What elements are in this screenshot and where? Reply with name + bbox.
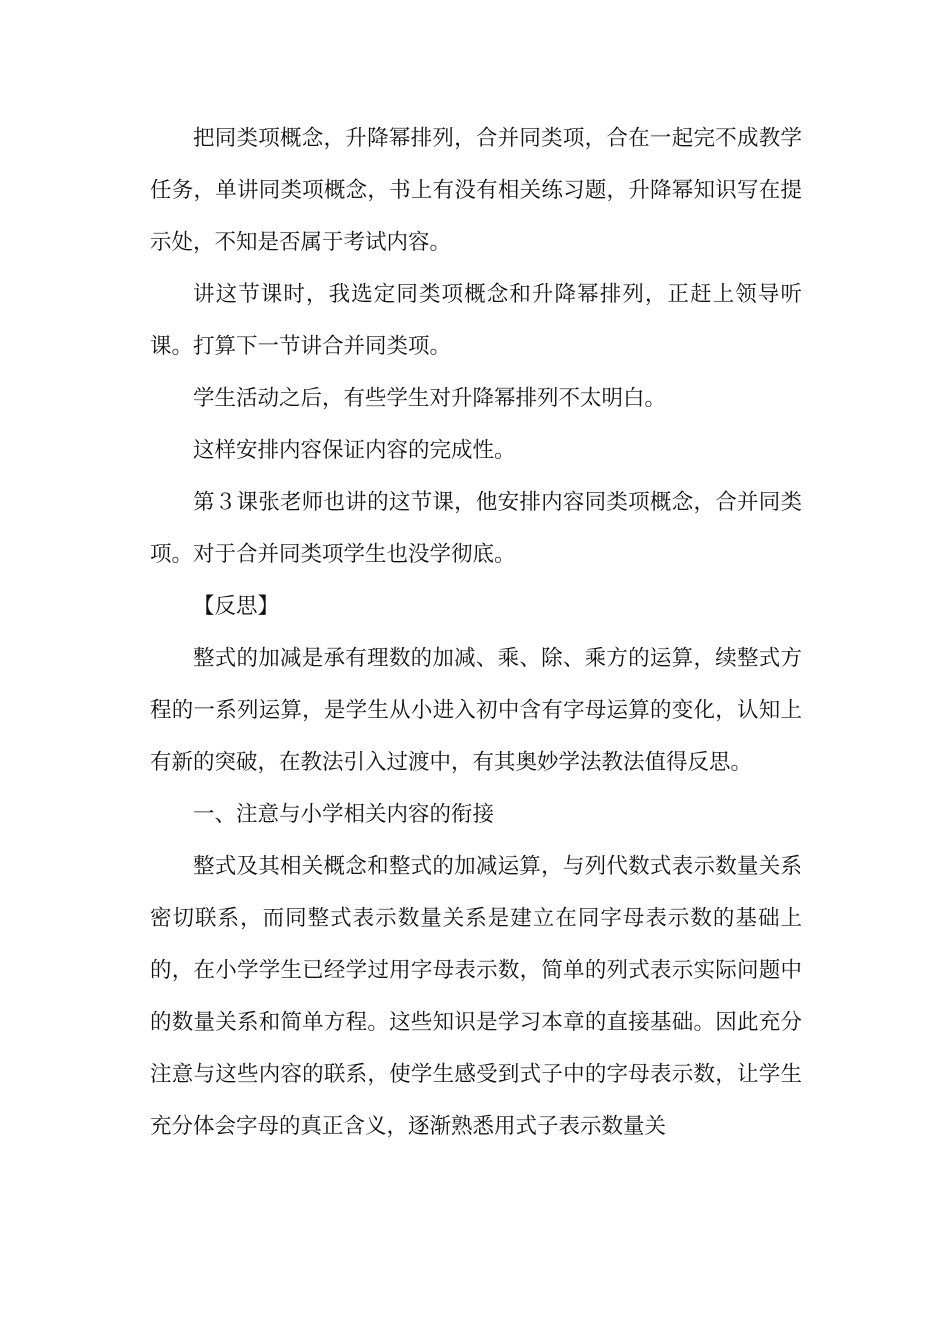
paragraph-2: 讲这节课时，我选定同类项概念和升降幂排列，正赶上领导听课。打算下一节讲合并同类项。 xyxy=(150,282,802,359)
paragraph-3: 学生活动之后，有些学生对升降幂排列不太明白。 xyxy=(193,386,667,411)
section-heading-reflection: 【反思】 xyxy=(193,594,280,619)
paragraph-1: 把同类项概念，升降幂排列，合并同类项，合在一起完不成教学任务，单讲同类项概念，书上有没有相关练习题，升降幂知识写在提示处，不知是否属于考试内容。 xyxy=(150,126,802,255)
paragraph-4: 这样安排内容保证内容的完成性。 xyxy=(193,438,516,463)
paragraph-6: 整式的加减是承有理数的加减、乘、除、乘方的运算，续整式方程的一系列运算，是学生从小进入初中含有字母运算的变化，认知上有新的突破，在教法引入过渡中，有其奥妙学法教法值得反思。 xyxy=(150,646,802,775)
section-heading-1: 一、注意与小学相关内容的衔接 xyxy=(193,802,495,827)
paragraph-7: 整式及其相关概念和整式的加减运算，与列代数式表示数量关系密切联系，而同整式表示数量关系是建立在同字母表示数的基础上的，在小学学生已经学过用字母表示数，简单的列式表示实际问题中的数量关系和简单方程。这些知识是学习本章的直接基础。因此充分注意与这些内容的联系，使学生感受到式子中的字母表示数，让学生充分体会字母的真正含义，逐渐熟悉用式子表示数量关 xyxy=(150,854,802,1139)
document-page xyxy=(150,113,802,1153)
paragraph-5: 第３课张老师也讲的这节课，他安排内容同类项概念，合并同类项。对于合并同类项学生也没学彻底。 xyxy=(150,490,802,567)
